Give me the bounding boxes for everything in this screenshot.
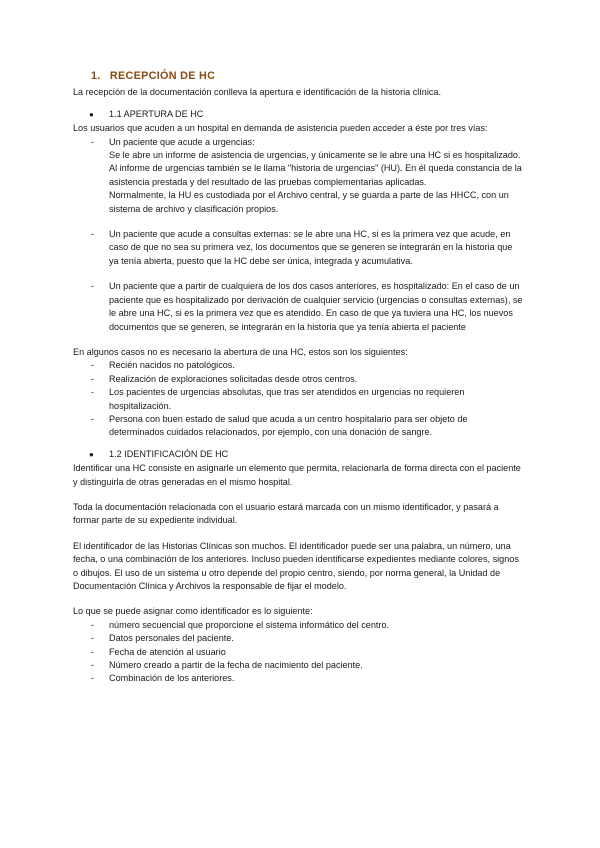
- list-item: - Los pacientes de urgencias absolutas, que tras ser atendidos en urgencias no requieren hospitalización.: [73, 386, 523, 413]
- list-item: - Recién nacidos no patológicos.: [73, 359, 523, 372]
- access-routes-list: [73, 136, 523, 334]
- bullet-icon: ●: [89, 449, 94, 459]
- identifier-list-intro: Lo que se puede asignar como identificador es lo siguiente:: [73, 606, 313, 617]
- section-2-paragraph: El identificador de las Historias Clínicas son muchos. El identificador puede ser una palabra, un número, una fecha, o una combinación de los anteriores. Incluso pueden identificarse expedientes mediante colores, signos o dibujos. El uso de un sistema u otro depende del propio centro, siendo, por norma general, la Unidad de Documentación Clínica y Archivos la responsable de fijar el modelo.: [73, 540, 519, 591]
- list-item-text: - Un paciente que a partir de cualquiera de los dos casos anteriores, es hospitalizado: En el caso de un paciente que es hospitalizado por derivación de cualquier servicio (urgencias o consultas externas), se le abre una HC, si es la primera vez que es atendido. En caso de que ya tuviera una HC, los nuevos documentos que se generen, se integrarán en la historia que ya tenía abierta el paciente: [109, 281, 523, 332]
- list-item: [73, 280, 523, 334]
- list-item-title: - Un paciente que acude a urgencias:: [109, 136, 255, 147]
- exceptions-list: [73, 359, 523, 439]
- identifier-list: [73, 619, 523, 686]
- heading-title: RECEPCIÓN DE HC: [109, 70, 216, 82]
- list-item-text: Normalmente, la HU es custodiada por el Archivo central, y se guarda a parte de las HHCC, con un sistema de archivo y clasificación propios.: [109, 190, 509, 214]
- list-item: - Realización de exploraciones solicitadas desde otros centros.: [73, 373, 523, 386]
- section-1-title: 1.1 APERTURA DE HC: [109, 108, 204, 119]
- list-item: - Fecha de atención al usuario: [73, 646, 523, 659]
- document-page: [73, 70, 523, 686]
- section-1-intro: Los usuarios que acuden a un hospital en demanda de asistencia pueden acceder a éste por tres vías:: [73, 123, 488, 134]
- section-2-paragraph: Identificar una HC consiste en asignarle un elemento que permita, relacionarla de forma directa con el paciente y distinguirla de otras generadas en el mismo hospital.: [73, 463, 521, 487]
- list-item: - Datos personales del paciente.: [73, 632, 523, 645]
- list-item: - Combinación de los anteriores.: [73, 672, 523, 685]
- list-item: - Persona con buen estado de salud que acuda a un centro hospitalario para ser objeto de determinados cuidados relacionados, por ejemplo, con una donación de sangre.: [73, 413, 523, 440]
- heading: [91, 70, 523, 83]
- section-2-paragraph: Toda la documentación relacionada con el usuario estará marcada con un mismo identificador, y pasará a formar parte de su expediente individual.: [73, 501, 499, 526]
- section-1-heading: [73, 108, 523, 121]
- intro-paragraph: La recepción de la documentación conlleva la apertura e identificación de la historia clínica.: [73, 87, 442, 98]
- list-item-text: Se le abre un informe de asistencia de urgencias, y únicamente se le abre una HC si es hospitalizado. Al informe de urgencias también se le llama "historia de urgencias" (HU). En él queda constancia de la asistencia prestada y del resultado de las pruebas complementarias aplicadas.: [109, 150, 522, 187]
- list-item: [73, 228, 523, 268]
- section-2-title: 1.2 IDENTIFICACIÓN DE HC: [109, 448, 229, 459]
- bullet-icon: ●: [89, 109, 94, 119]
- list-item: - número secuencial que proporcione el sistema informático del centro.: [73, 619, 523, 632]
- exceptions-intro: En algunos casos no es necesario la abertura de una HC, estos son los siguientes:: [73, 346, 408, 357]
- list-item: [73, 136, 523, 216]
- list-item-text: - Un paciente que acude a consultas externas: se le abre una HC, si es la primera vez que acude, en caso de que no sea su primera vez, los documentos que se generen se integrarán en la historia que ya tenía abierta, puesto que la HC debe ser única, integrada y acumulativa.: [109, 229, 513, 266]
- heading-number: 1.: [91, 70, 101, 82]
- section-2-heading: [73, 448, 523, 461]
- list-item: - Número creado a partir de la fecha de nacimiento del paciente.: [73, 659, 523, 672]
